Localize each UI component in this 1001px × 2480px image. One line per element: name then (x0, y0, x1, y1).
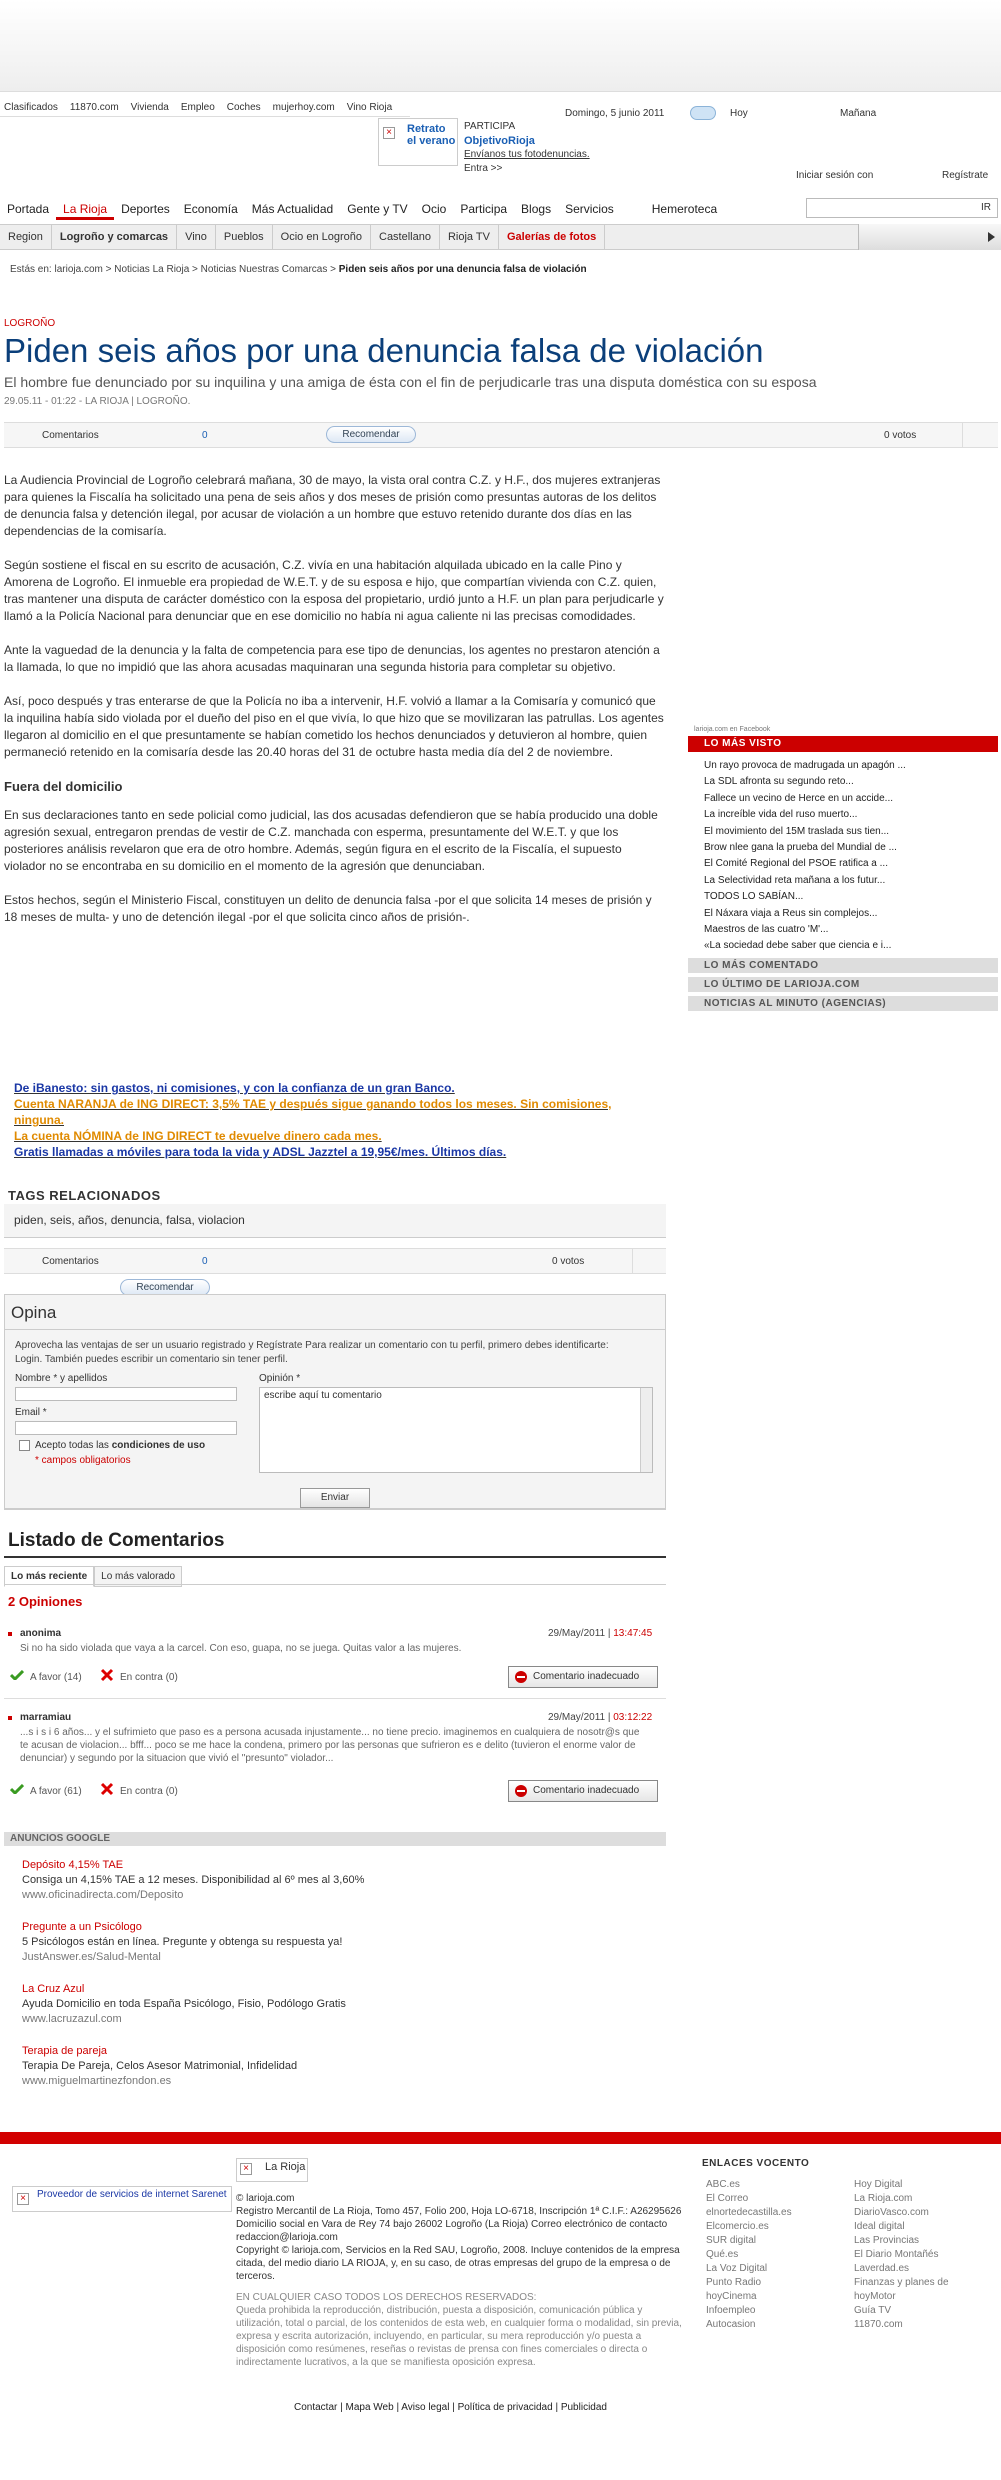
top-link-mujerhoy[interactable]: mujerhoy.com (272, 102, 335, 113)
provider-banner[interactable] (12, 2186, 232, 2212)
nav-ocio[interactable]: Ocio (421, 202, 447, 216)
comments-count[interactable]: 0 (202, 430, 208, 441)
weather-today[interactable]: Hoy (730, 108, 748, 119)
breadcrumb-prefix: Estás en: (10, 264, 52, 275)
vocento-link[interactable]: hoyMotor (854, 2291, 896, 2302)
comment-divider (4, 1698, 666, 1699)
legal-line: © larioja.com (236, 2193, 295, 2204)
legal-line: Copyright © larioja.com, Servicios en la Red SAU, Logroño, 2008. Incluye contenidos de la empresa citada, del medio diario LA RIOJA, y, en su caso, de otras empresas del grupo de la empresa o de terceros. (236, 2245, 680, 2282)
google-ads-header: ANUNCIOS GOOGLE (4, 1832, 666, 1846)
most-viewed-item[interactable]: Brow nlee gana la prueba del Mundial de ... (704, 842, 897, 854)
search-input[interactable] (806, 198, 998, 218)
article-paragraph: La Audiencia Provincial de Logroño celebrará mañana, 30 de mayo, la vista oral contra C.Z. y H.F., dos mujeres extranjeras para quienes la Fiscalía ha solicitado una pena de seis años y dos meses de prisión como presuntas autoras de los delitos de denuncia falsa y detención ilegal, por acusar de violación a un hombre que estuvo retenido durante dos días en las dependencias de la comisaría. (4, 473, 661, 538)
report-comment-button[interactable] (508, 1666, 658, 1688)
current-date: Domingo, 5 junio 2011 (565, 108, 665, 119)
promo-image[interactable] (378, 118, 458, 166)
promo-block (464, 120, 590, 176)
email-label: Email * (15, 1407, 47, 1418)
ad-link[interactable]: La cuenta NÓMINA de ING DIRECT te devuelve dinero cada mes. (14, 1129, 382, 1143)
article-paragraph: Según sostiene el fiscal en su escrito de acusación, C.Z. vivía en una habitación alquilada ubicado en la calle Pino y Amorena de Logroño. El inmueble era propiedad de W.E.T. y de su esposa e hijo, que compartían vivienda con C.Z. quien, tras mantener una disputa de carácter doméstico con la esposa del propietario, urdió junto a H.F. un plan para perjudicarle y llamó a la Policía Nacional para denunciar que en ese domicilio no había ni agua caliente ni las precisas comodidades. (4, 558, 664, 623)
search-button[interactable]: IR (981, 202, 991, 213)
main-navigation (0, 198, 800, 220)
subnav-ocio-logrono[interactable]: Ocio en Logroño (273, 225, 371, 249)
article-paragraph: En sus declaraciones tanto en sede policial como judicial, las dos acusadas defendieron que se había producido una doble agresión sexual, entregaron prendas de vestir de C.Z. manchada con esperma, presuntamente del W.E.T. y que los posteriores análisis revelaron que era de otro hombre. Además, según figura en el escrito de la Fiscalía, el supuesto violador no se encontraba en su domicilio en el momento de la agresión que denunciaban. (4, 808, 658, 873)
breadcrumb (10, 264, 587, 275)
terms-prefix: Acepto todas las (35, 1440, 109, 1451)
vocento-link[interactable]: Finanzas y planes de (854, 2277, 949, 2288)
google-ad-title[interactable]: Depósito 4,15% TAE (22, 1859, 124, 1871)
google-ad[interactable] (22, 2044, 297, 2089)
vocento-link[interactable]: Qué.es (706, 2249, 739, 2260)
weather-tomorrow[interactable]: Mañana (840, 108, 877, 119)
vocento-link[interactable]: La Voz Digital (706, 2263, 768, 2274)
top-link-vino-rioja[interactable]: Vino Rioja (346, 102, 393, 113)
article-section[interactable]: LOGROÑO (4, 318, 56, 329)
opina-title: Opina (11, 1303, 57, 1322)
nav-portada[interactable]: Portada (7, 202, 50, 216)
vocento-link[interactable]: SUR digital (706, 2235, 757, 2246)
vocento-link[interactable]: El Diario Montañés (854, 2249, 939, 2260)
vote-favor[interactable]: A favor (61) (30, 1786, 82, 1797)
bullet-icon (8, 1632, 12, 1636)
google-ad-title[interactable]: La Cruz Azul (22, 1983, 85, 1995)
vocento-link[interactable]: El Correo (706, 2193, 749, 2204)
broken-image-icon: × (383, 127, 395, 139)
report-label: Comentario inadecuado (533, 1785, 640, 1796)
nav-gente-tv[interactable]: Gente y TV (347, 202, 408, 216)
google-ad[interactable] (22, 1982, 346, 2027)
top-banner-area (0, 0, 1001, 92)
google-ad[interactable] (22, 1920, 342, 1965)
breadcrumb-current: Piden seis años por una denuncia falsa de violación (338, 264, 587, 275)
most-viewed-item[interactable]: El Comité Regional del PSOE ratifica a ... (704, 858, 888, 870)
google-ad-title[interactable]: Pregunte a un Psicólogo (22, 1921, 142, 1933)
google-ad-text: Terapia De Pareja, Celos Asesor Matrimonial, Infidelidad (22, 2060, 298, 2072)
comment-user: marramiau (20, 1712, 72, 1723)
toolbar-divider (632, 1249, 633, 1273)
comment-form (4, 1294, 666, 1510)
most-viewed-item[interactable]: Un rayo provoca de madrugada un apagón ... (704, 760, 906, 771)
textarea-scrollbar[interactable] (640, 1388, 652, 1472)
tags-list[interactable]: piden, seis, años, denuncia, falsa, violacion (4, 1204, 666, 1238)
vocento-link[interactable]: Punto Radio (706, 2277, 762, 2288)
ad-link[interactable]: Gratis llamadas a móviles para toda la vida y ADSL Jazztel a 19,95€/mes. Últimos días. (14, 1145, 507, 1159)
nav-participa[interactable]: Participa (460, 202, 508, 216)
comment-time: 03:12:22 (613, 1712, 653, 1723)
google-ad-url[interactable]: www.lacruzazul.com (22, 2013, 122, 2025)
subnav-rioja-tv[interactable]: Rioja TV (440, 225, 499, 249)
vocento-link[interactable]: Ideal digital (854, 2221, 905, 2232)
tab-minute-news[interactable]: NOTICIAS AL MINUTO (AGENCIAS) (688, 996, 998, 1012)
google-ad-text: 5 Psicólogos están en línea. Pregunte y obtenga su respuesta ya! (22, 1936, 343, 1948)
comments-count[interactable]: 0 (202, 1256, 208, 1267)
most-viewed-header[interactable]: LO MÁS VISTO (688, 736, 998, 752)
top-link-clasificados[interactable]: Clasificados (4, 102, 58, 113)
article-paragraph: Ante la vaguedad de la denuncia y la falta de competencia para ese tipo de denuncias, los agentes no prestaron atención a la llamada, lo que no impidió que las ahora acusadas maquinaran una segunda historia para completar su objetivo. (4, 643, 660, 674)
most-viewed-item[interactable]: Fallece un vecino de Herce en un accide... (704, 792, 893, 804)
tab-most-recent[interactable]: Lo más reciente (4, 1566, 94, 1587)
report-label: Comentario inadecuado (533, 1671, 640, 1682)
subnav-logrono[interactable]: Logroño y comarcas (52, 225, 177, 249)
stop-icon (515, 1785, 527, 1797)
comments-title: Listado de Comentarios (8, 1530, 225, 1551)
google-ad-url[interactable]: www.oficinadirecta.com/Deposito (22, 1889, 184, 1901)
nav-la-rioja[interactable]: La Rioja (56, 198, 114, 220)
comment-date (548, 1712, 652, 1723)
subnav-scroller[interactable] (858, 224, 1001, 250)
vocento-link[interactable]: Las Provincias (854, 2235, 920, 2246)
email-field[interactable] (15, 1421, 237, 1435)
article-body (4, 472, 664, 943)
vote-contra[interactable]: En contra (0) (120, 1786, 178, 1797)
sponsored-links (14, 1080, 654, 1160)
recommend-button[interactable]: Recomendar (120, 1279, 210, 1296)
comment-text: Si no ha sido violada que vaya a la carcel. Con eso, guapa, no se juega. Quitas valor a las mujeres. (20, 1643, 462, 1654)
tab-most-commented[interactable]: LO MÁS COMENTADO (688, 958, 998, 974)
comment-text: ...s i s i 6 años... y el sufrimieto que paso es a persona acusada injustamente... no tiene precio. imaginemos en cualquiera de nosotr@s que te acusan de violacion... bfff... poco se me hace la condena, primero por las personas que sufrieron es e delito (tuvieron el enorme valor de denunciar) y segundo por la situacion que vivió el "presunto" violador... (20, 1727, 640, 1764)
nav-deportes[interactable]: Deportes (121, 202, 170, 216)
promo-enter-link[interactable]: Entra >> (464, 163, 503, 174)
opinion-placeholder: escribe aquí tu comentario (264, 1390, 382, 1401)
promo-line-objetivo[interactable]: ObjetivoRioja (464, 135, 535, 147)
provider-text[interactable]: Proveedor de servicios de internet Sarenet (37, 2189, 227, 2200)
nav-blogs[interactable]: Blogs (521, 202, 552, 216)
comment-date-day: 29/May/2011 | (548, 1628, 611, 1639)
top-link-11870[interactable]: 11870.com (69, 102, 119, 113)
login-link[interactable]: Iniciar sesión con (796, 170, 874, 181)
send-button[interactable]: Enviar (300, 1488, 370, 1508)
tab-most-rated[interactable]: Lo más valorado (94, 1566, 182, 1587)
promo-line-fotodenuncias[interactable]: Envíanos tus fotodenuncias. (464, 149, 590, 160)
comment-user: anonima (20, 1628, 62, 1639)
legal-line: Domicilio social en Vara de Rey 74 bajo 26002 Logroño (La Rioja) Correo electrónico de contacto redaccion@larioja.com (236, 2219, 668, 2243)
most-viewed-item[interactable]: «La sociedad debe saber que ciencia e i... (704, 940, 892, 952)
ad-link[interactable]: De iBanesto: sin gastos, ni comisiones, y con la confianza de un gran Banco. (14, 1081, 455, 1095)
name-label: Nombre * y apellidos (15, 1373, 108, 1384)
broken-image-icon: × (17, 2193, 29, 2205)
legal-line: Registro Mercantil de La Rioja, Tomo 457, Folio 200, Hoja LO-6718, Inscripción 1ª C.I.F.: A26295626 (236, 2206, 682, 2217)
subnav-region[interactable]: Region (0, 225, 52, 249)
vocento-link[interactable]: 11870.com (854, 2319, 903, 2330)
top-link-empleo[interactable]: Empleo (180, 102, 215, 113)
vocento-link[interactable]: Infoempleo (706, 2305, 756, 2316)
vocento-link[interactable]: DiarioVasco.com (854, 2207, 929, 2218)
terms-checkbox[interactable] (19, 1440, 30, 1451)
cross-icon[interactable] (100, 1782, 114, 1796)
promo-line-participa: PARTICIPA (464, 121, 516, 132)
name-field[interactable] (15, 1387, 237, 1401)
most-viewed-item[interactable]: La SDL afronta su segundo reto... (704, 776, 854, 788)
article-subtitle: El hombre fue denunciado por su inquilina y una amiga de ésta con el fin de perjudicarle tras una disputa doméstica con su esposa (4, 374, 817, 390)
footer-logo[interactable] (236, 2158, 308, 2182)
article-toolbar (4, 422, 998, 448)
article-paragraph: Estos hechos, según el Ministerio Fiscal, constituyen un delito de denuncia falsa -por el que solicita 14 meses de prisión y 18 meses de multa- y uno de detención ilegal -por el que solicita cinco años de prisión-. (4, 893, 652, 924)
top-link-vivienda[interactable]: Vivienda (130, 102, 169, 113)
comment-item (4, 1712, 666, 1822)
bullet-icon (8, 1716, 12, 1720)
votes-count: 0 votos (884, 430, 917, 441)
arrow-right-icon[interactable] (988, 232, 995, 242)
article-paragraph: Así, poco después y tras enterarse de que la Policía no iba a intervenir, H.F. volvió a llamar a la Comisaría y comunicó que la inquilina había sido violada por el dueño del piso en el que vivía, lo que hizo que se movilizaran las patrullas. Los agentes llegaron al domicilio en el que presuntamente se habían cometido los hechos denunciados y detuvieron al hombre, quien permaneció retenido en la comisaría desde las 20.40 horas del 31 de octubre hasta media día del 2 de noviembre. (4, 694, 664, 759)
comment-date (548, 1628, 652, 1639)
google-ad-text: Ayuda Domicilio en toda España Psicólogo, Fisio, Podólogo Gratis (22, 1998, 346, 2010)
most-viewed-list (704, 758, 994, 955)
most-viewed-item[interactable]: TODOS LO SABÍAN... (704, 891, 804, 903)
google-ad-url[interactable]: JustAnswer.es/Salud-Mental (22, 1951, 161, 1963)
opinion-textarea[interactable] (259, 1387, 653, 1473)
vocento-link[interactable]: elnortedecastilla.es (706, 2207, 792, 2218)
rights-title: EN CUALQUIER CASO TODOS LOS DERECHOS RESERVADOS: (236, 2292, 537, 2303)
subnav-galerias[interactable]: Galerías de fotos (499, 225, 605, 249)
google-ad-url[interactable]: www.miguelmartinezfondon.es (22, 2075, 172, 2087)
comment-time: 13:47:45 (613, 1628, 653, 1639)
facebook-link[interactable]: larioja.com en Facebook (694, 726, 771, 733)
vocento-title: ENLACES VOCENTO (702, 2158, 810, 2169)
vocento-link[interactable]: Laverdad.es (854, 2263, 910, 2274)
article-dateline: 29.05.11 - 01:22 - LA RIOJA | LOGROÑO. (4, 396, 191, 407)
sub-navigation (0, 224, 1001, 250)
vocento-link[interactable]: La Rioja.com (854, 2193, 913, 2204)
stop-icon (515, 1671, 527, 1683)
vocento-link[interactable]: Autocasion (706, 2319, 756, 2330)
most-viewed-item[interactable]: Maestros de las cuatro 'M'... (704, 924, 829, 936)
rights-text: Queda prohibida la reproducción, distribución, puesta a disposición, comunicación pública y utilización, total o parcial, de los contenidos de esta web, en cualquier forma o modalidad, sin previa, expresa y escrita autorización, incluyendo, en particular, su mera reproducción y/o puesta a disposición como resúmenes, reseñas o revistas de prensa con fines comerciales o directa o indirectamente lucrativos, a la que se manifiesta oposición expresa. (236, 2305, 682, 2368)
vote-favor[interactable]: A favor (14) (30, 1672, 82, 1683)
opinion-label: Opinión * (259, 1373, 301, 1384)
top-link-coches[interactable]: Coches (226, 102, 261, 113)
tags-title: TAGS RELACIONADOS (8, 1188, 161, 1203)
broken-image-icon: × (240, 2163, 252, 2175)
tabs-divider (4, 1584, 666, 1585)
top-links-divider (0, 116, 410, 117)
nav-mas-actualidad[interactable]: Más Actualidad (251, 202, 334, 216)
article-toolbar-bottom (4, 1248, 666, 1293)
promo-logo-text: Retrato el verano (407, 123, 456, 147)
toolbar-divider (962, 423, 963, 447)
vocento-link[interactable]: Elcomercio.es (706, 2221, 769, 2232)
votes-count: 0 votos (552, 1256, 585, 1267)
check-icon[interactable] (10, 1670, 24, 1680)
opinions-count: 2 Opiniones (8, 1594, 83, 1609)
cross-icon[interactable] (100, 1668, 114, 1682)
footer-band (0, 2132, 1001, 2144)
vote-contra[interactable]: En contra (0) (120, 1672, 178, 1683)
vocento-link[interactable]: hoyCinema (706, 2291, 757, 2302)
report-comment-button[interactable] (508, 1780, 658, 1802)
subnav-pueblos[interactable]: Pueblos (216, 225, 273, 249)
required-note: * campos obligatorios (35, 1455, 131, 1466)
comments-title-divider (4, 1556, 666, 1558)
opina-info: Aprovecha las ventajas de ser un usuario registrado y Regístrate Para realizar un comentario con tu perfil, primero debes identificarte: Login. También puedes escribir un comentario sin tener perfil. (15, 1340, 609, 1365)
nav-hemeroteca[interactable]: Hemeroteca (651, 202, 718, 216)
most-viewed-item[interactable]: El Náxara viaja a Reus sin complejos... (704, 907, 878, 919)
nav-servicios[interactable]: Servicios (565, 202, 614, 216)
footer-logo-text: La Rioja (265, 2161, 306, 2173)
subnav-vino[interactable]: Vino (177, 225, 216, 249)
recommend-button[interactable]: Recomendar (326, 426, 416, 443)
most-viewed-item[interactable]: La Selectividad reta mañana a los futur... (704, 874, 886, 886)
most-viewed-item[interactable]: La increíble vida del ruso muerto... (704, 809, 858, 821)
google-ad[interactable] (22, 1858, 364, 1903)
footer-links[interactable]: Contactar | Mapa Web | Aviso legal | Política de privacidad | Publicidad (294, 2402, 607, 2413)
vocento-link[interactable]: Hoy Digital (854, 2179, 903, 2190)
opina-divider (5, 1329, 665, 1330)
terms-label (35, 1440, 205, 1451)
article-title: Piden seis años por una denuncia falsa de violación (4, 332, 764, 369)
cloud-icon (690, 106, 716, 120)
breadcrumb-path[interactable]: larioja.com > Noticias La Rioja > Noticias Nuestras Comarcas > (54, 264, 336, 275)
comment-date-day: 29/May/2011 | (548, 1712, 611, 1723)
subnav-castellano[interactable]: Castellano (371, 225, 440, 249)
vocento-links-col2 (854, 2178, 949, 2332)
vocento-link[interactable]: ABC.es (706, 2179, 740, 2190)
footer-legal (236, 2192, 686, 2369)
vocento-links-col1 (706, 2178, 792, 2332)
article-subheading: Fuera del domicilio (4, 779, 123, 794)
google-ad-title[interactable]: Terapia de pareja (22, 2045, 108, 2057)
comments-label[interactable]: Comentarios (42, 1256, 99, 1267)
ad-link[interactable]: Cuenta NARANJA de ING DIRECT: 3,5% TAE y después sigue ganando todos los meses. Sin comisiones, ninguna. (14, 1097, 612, 1127)
google-ad-text: Consiga un 4,15% TAE a 12 meses. Disponibilidad al 6º mes al 3,60% (22, 1874, 365, 1886)
most-viewed-item[interactable]: El movimiento del 15M traslada sus tien... (704, 825, 890, 837)
comments-label[interactable]: Comentarios (42, 430, 99, 441)
top-links (4, 102, 398, 113)
comments-top-divider (4, 1508, 666, 1509)
tab-latest[interactable]: LO ÚLTIMO DE LARIOJA.COM (688, 977, 998, 993)
check-icon[interactable] (10, 1784, 24, 1794)
vocento-link[interactable]: Guía TV (854, 2305, 892, 2316)
nav-economia[interactable]: Economía (183, 202, 238, 216)
register-link[interactable]: Regístrate (942, 170, 989, 181)
terms-link[interactable]: condiciones de uso (111, 1440, 206, 1451)
